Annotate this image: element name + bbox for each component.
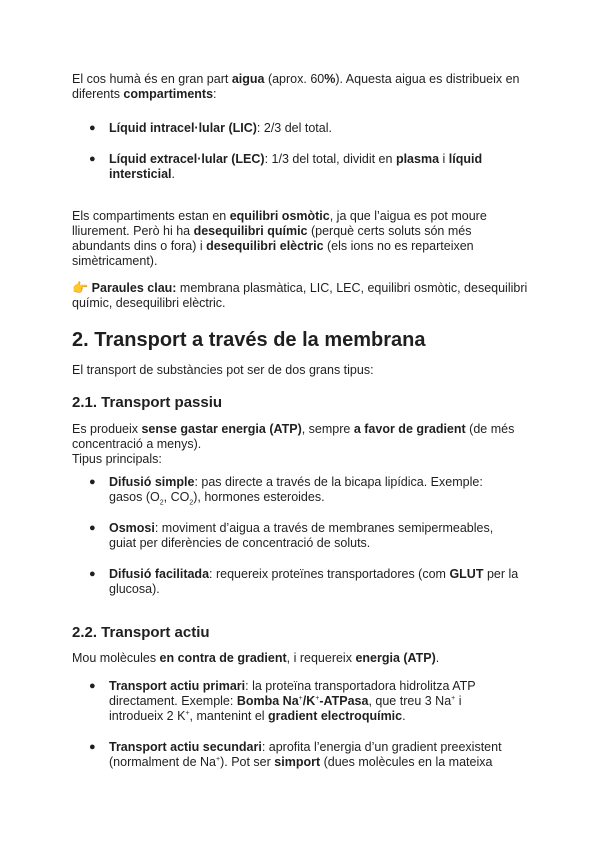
active-list — [72, 679, 528, 770]
bullet-icon: ● — [89, 741, 96, 753]
list-item: ● Transport actiu primari: la proteïna transportadora hidrolitza ATP directament. Exemple: Bomba Na+/K+-ATPasa, que treu 3 Na+ i introdueix 2 K+, mantenint el gradient electroquímic. — [89, 679, 476, 723]
intro-paragraph: El cos humà és en gran part aigua (aprox. 60%). Aquesta aigua es distribueix en diferents compartiments: — [72, 72, 520, 101]
list-item: ● Osmosi: moviment d’aigua a través de membranes semipermeables, guiat per diferències de concentració de soluts. — [89, 521, 494, 550]
types-label: Tipus principals: — [72, 452, 162, 466]
pointing-hand-icon: 👉 — [72, 280, 89, 295]
section-2-title: 2. Transport a través de la membrana — [72, 329, 426, 351]
passive-list — [72, 475, 528, 597]
equilibrium-paragraph: Els compartiments estan en equilibri osmòtic, ja que l’aigua es pot moure lliurement. Però hi ha desequilibri químic (perquè certs soluts són més abundants dins o fora) i desequilibri elèctric (els ions no es reparteixen simètricament). — [72, 209, 487, 268]
list-item: ● Difusió facilitada: requereix proteïnes transportadores (com GLUT per la glucosa). — [89, 567, 519, 596]
list-item: ● Líquid extracel·lular (LEC): 1/3 del total, dividit en plasma i líquid intersticial. — [89, 152, 483, 181]
keywords-paragraph: 👉 Paraules clau: membrana plasmàtica, LIC, LEC, equilibri osmòtic, desequilibri químic, desequilibri elèctric. — [72, 280, 528, 310]
bullet-icon: ● — [89, 153, 96, 165]
bullet-icon: ● — [89, 522, 96, 534]
bullet-icon: ● — [89, 680, 96, 692]
compartments-list — [72, 121, 528, 182]
section-2-intro: El transport de substàncies pot ser de dos grans tipus: — [72, 363, 374, 377]
bullet-icon: ● — [89, 476, 96, 488]
list-item: ● Difusió simple: pas directe a través de la bicapa lipídica. Exemple: gasos ($O_2$, $CO_2$), hormones esteroides. — [89, 475, 483, 507]
bullet-icon: ● — [89, 568, 96, 580]
bullet-icon: ● — [89, 122, 96, 134]
section-2-1-title: 2.1. Transport passiu — [72, 394, 223, 411]
passive-paragraph: Es produeix sense gastar energia (ATP), sempre a favor de gradient (de més concentració a menys). — [72, 422, 515, 451]
section-2-2-title: 2.2. Transport actiu — [72, 624, 210, 641]
list-item: ● Transport actiu secundari: aprofita l’energia d’un gradient preexistent (normalment de Na+). Pot ser simport (dues molècules en la mateixa — [89, 740, 502, 769]
active-paragraph: Mou molècules en contra de gradient, i requereix energia (ATP). — [72, 651, 440, 665]
list-item: ● Líquid intracel·lular (LIC): 2/3 del total. — [89, 121, 332, 135]
